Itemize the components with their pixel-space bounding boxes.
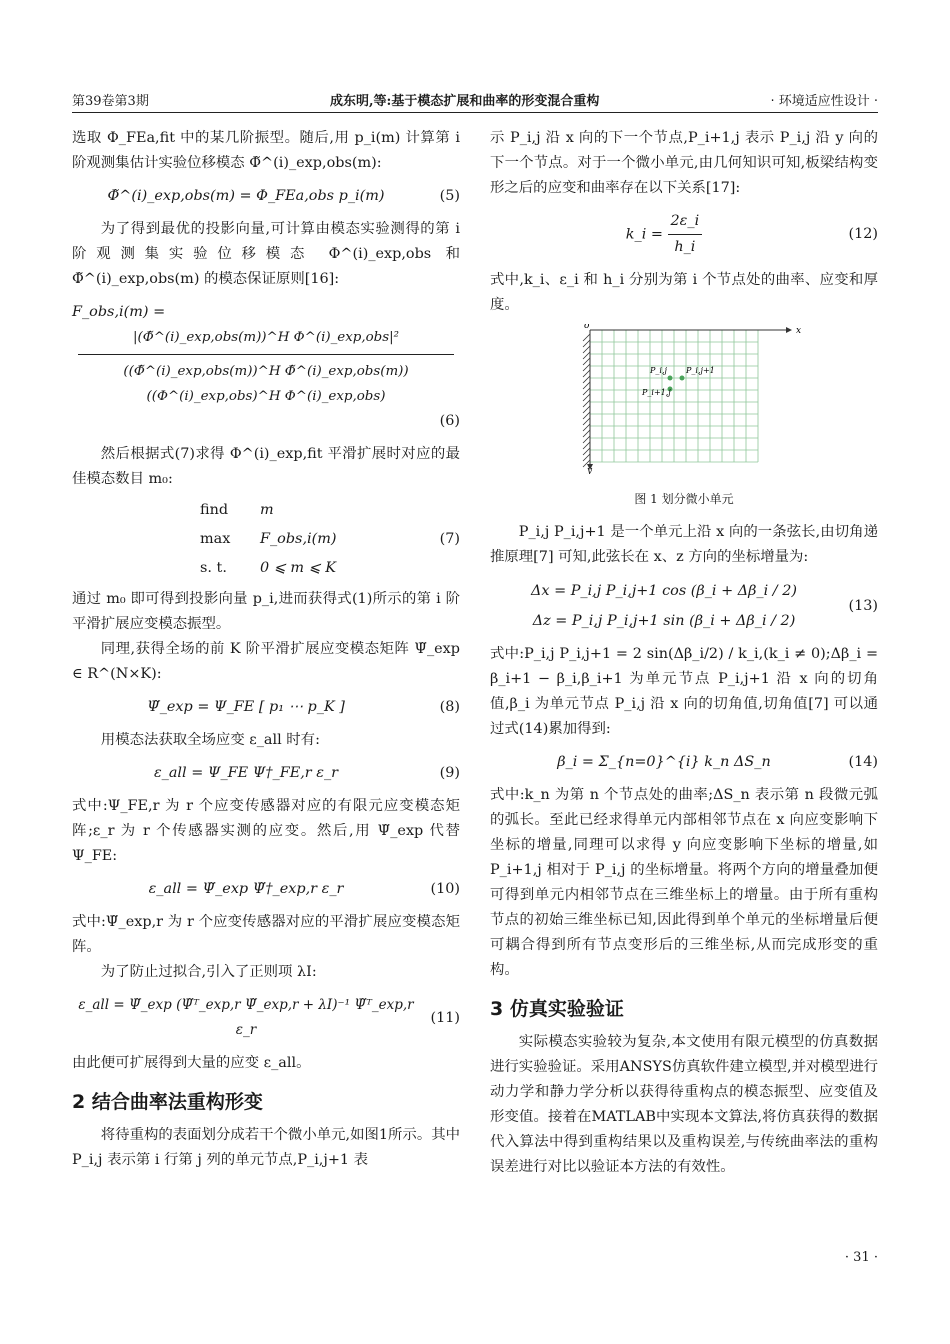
hatch-line: [583, 406, 590, 413]
hatch-line: [583, 394, 590, 401]
paragraph: 由此便可扩展得到大量的应变 ε_all。: [72, 1055, 311, 1071]
paragraph: 选取 Φ_FEa,fit 中的某几阶振型。随后,用 p_i(m) 计算第 i 阶观测集估计实验位移模态 Φ̃^(i)_exp,obs(m):: [72, 130, 460, 171]
equation-7: find m max F_obs,i(m) (7) s. t. 0 ⩽ m ⩽ K: [200, 502, 460, 576]
hatch-line: [583, 430, 590, 437]
hatch-line: [583, 370, 590, 377]
right-column: [490, 126, 878, 1180]
paragraph: 用模态法获取全场应变 ε_all 时有:: [100, 732, 320, 748]
hatch-line: [583, 334, 590, 341]
hatch-line: [583, 358, 590, 365]
paragraph: 实际模态实验较为复杂,本文使用有限元模型的仿真数据进行实验验证。采用ANSYS仿真软件建立模型,并对模型进行动力学和静力学分析以获得待重构点的模态振型、应变值及形变值。接着在MATLAB中实现本文算法,将仿真获得的数据代入算法中得到重构结果以及重构误差,与传统曲率法的重构误差进行对比以验证本方法的有效性。: [490, 1034, 878, 1175]
page-number: · 31 ·: [844, 1250, 878, 1265]
x-axis-label: x: [796, 326, 802, 336]
paragraph: 然后根据式(7)求得 Φ^(i)_exp,fit 平滑扩展时对应的最佳模态数目 m₀:: [72, 446, 460, 487]
hatch-line: [583, 382, 590, 389]
x-axis-arrow: [786, 327, 792, 333]
hatch-line: [583, 340, 590, 347]
paragraph: 将待重构的表面划分成若干个微小单元,如图1所示。其中 P_i,j 表示第 i 行第 j 列的单元节点,P_i,j+1 表: [72, 1127, 460, 1168]
hatch-line: [583, 376, 590, 383]
paragraph: 式中:Ψ̃_exp,r 为 r 个应变传感器对应的平滑扩展应变模态矩阵。: [72, 914, 460, 955]
figure-caption: 图 1 划分微小单元: [634, 492, 734, 506]
hatch-line: [583, 388, 590, 395]
node-p-ij: [668, 376, 673, 381]
hatch-line: [583, 454, 590, 461]
hatch-line: [583, 400, 590, 407]
y-axis-label: y: [587, 466, 593, 474]
figure-1: [490, 324, 878, 483]
equation-13: Δx = P_i,j P_i,j+1 cos (β_i + Δβ_i / 2) Δz = P_i,j P_i,j+1 sin (β_i + Δβ_i / 2) (13): [530, 583, 878, 629]
hatch-line: [583, 346, 590, 353]
equation-9: ε_all = Ψ_FE Ψ†_FE,r ε_r (9): [153, 765, 460, 781]
paragraph: 示 P_i,j 沿 x 向的下一个节点,P_i+1,j 表示 P_i,j 沿 y 向的下一个节点。对于一个微小单元,由几何知识可知,板梁结构变形之后的应变和曲率存在以下关系[17]:: [490, 130, 878, 196]
paragraph: 通过 m₀ 即可得到投影向量 p_i,进而获得式(1)所示的第 i 阶平滑扩展应变模态振型。: [72, 591, 460, 632]
hatch-line: [583, 436, 590, 443]
paragraph: 式中:k_n 为第 n 个节点处的曲率;ΔS_n 表示第 n 段微元弧的弧长。至此已经求得单元内部相邻节点在 x 向应变影响下坐标的增量,同理可以求得 y 向应变影响下坐标的增量,如 P_i+1,j 相对于 P_i,j 的坐标增量。将两个方向的增量叠加便可得到单元内相邻节点在三维坐标上的增量。由于所有重构节点的初始三维坐标已知,因此得到单个单元的坐标增量后便可耦合得到所有节点变形后的三维坐标,从而完成形变的重构。: [490, 787, 878, 978]
equation-11: ε_all = Ψ̃_exp (Ψ̃ᵀ_exp,r Ψ̃_exp,r + λI)⁻¹ Ψ̃ᵀ_exp,r ε_r (11): [78, 997, 460, 1038]
equation-12: k_i = $\frac{2\varepsilon\_i}{h\_i}$ (12): [490, 209, 878, 260]
paragraph: 为了防止过拟合,引入了正则项 λI:: [100, 964, 317, 980]
equation-8: Ψ̃_exp = Ψ_FE [ p₁ ⋯ p_K ] (8): [147, 699, 460, 715]
header-rule: [72, 112, 878, 113]
paragraph: 式中,k_i、ε_i 和 h_i 分别为第 i 个节点处的曲率、应变和厚度。: [490, 272, 878, 313]
paragraph: 同理,获得全场的前 K 阶平滑扩展应变模态矩阵 Ψ̃_exp ∈ R^(N×K):: [72, 641, 460, 682]
left-column: [72, 126, 460, 1173]
paragraph: 式中:P_i,j P_i,j+1 = 2 sin(Δβ_i/2) / k_i,(k_i ≠ 0);Δβ_i = β_i+1 − β_i,β_i+1 为单元节点 P_i,j+1 沿 x 向的切角值,β_i 为单元节点 P_i,j 沿 x 向的切角值,切角值[7] 可以通过式(14)累加得到:: [490, 646, 878, 737]
equation-5: Φ̃^(i)_exp,obs(m) = Φ_FEa,obs p_i(m) (5): [107, 188, 460, 204]
label-p-ij1: P_i,j+1: [686, 366, 715, 375]
element-grid: [590, 330, 758, 462]
equation-10: ε_all = Ψ̃_exp Ψ̃†_exp,r ε_r (10): [148, 881, 460, 897]
paragraph: P_i,j P_i,j+1 是一个单元上沿 x 向的一条弦长,由切角递推原理[7] 可知,此弦长在 x、z 方向的坐标增量为:: [490, 524, 878, 565]
origin-label: o: [584, 324, 590, 331]
section-heading-3: 3 仿真实验验证: [490, 998, 624, 1020]
journal-issue: 第39卷第3期: [72, 94, 149, 109]
running-title: 成东明,等:基于模态扩展和曲率的形变混合重构: [330, 94, 600, 109]
section-label: · 环境适应性设计 ·: [770, 94, 878, 109]
hatch-line: [583, 442, 590, 449]
paragraph: 为了得到最优的投影向量,可计算由模态实验测得的第 i 阶观测集实验位移模态 Φ^(i)_exp,obs 和 Φ̃^(i)_exp,obs(m) 的模态保证原则[16]:: [72, 221, 460, 287]
section-heading-2: 2 结合曲率法重构形变: [72, 1091, 263, 1113]
node-p-ij1: [680, 376, 685, 381]
hatch-line: [583, 412, 590, 419]
hatch-line: [583, 448, 590, 455]
equation-14: β_i = Σ_{n=0}^{i} k_n ΔS_n (14): [557, 754, 878, 770]
hatch-line: [583, 352, 590, 359]
hatch-line: [583, 424, 590, 431]
grid-diagram: [490, 324, 878, 474]
hatch-line: [583, 418, 590, 425]
label-p-i1j: P_i+1,j: [642, 388, 671, 397]
fixed-support-hatching: [583, 334, 590, 467]
equation-6: F_obs,i(m) = |(Φ̃^(i)_exp,obs(m))^H Φ^(i)_exp,obs|² ((Φ̃^(i)_exp,obs(m))^H Φ̃^(i)_exp,obs(m))((Φ^(i)_exp,obs)^H Φ^(i)_exp,obs) (6): [72, 304, 460, 429]
paragraph: 式中:Ψ_FE,r 为 r 个应变传感器对应的有限元应变模态矩阵;ε_r 为 r 个传感器实测的应变。然后,用 Ψ̃_exp 代替 Ψ_FE:: [72, 798, 460, 864]
label-p-ij: P_i,j: [650, 366, 667, 375]
hatch-line: [583, 364, 590, 371]
